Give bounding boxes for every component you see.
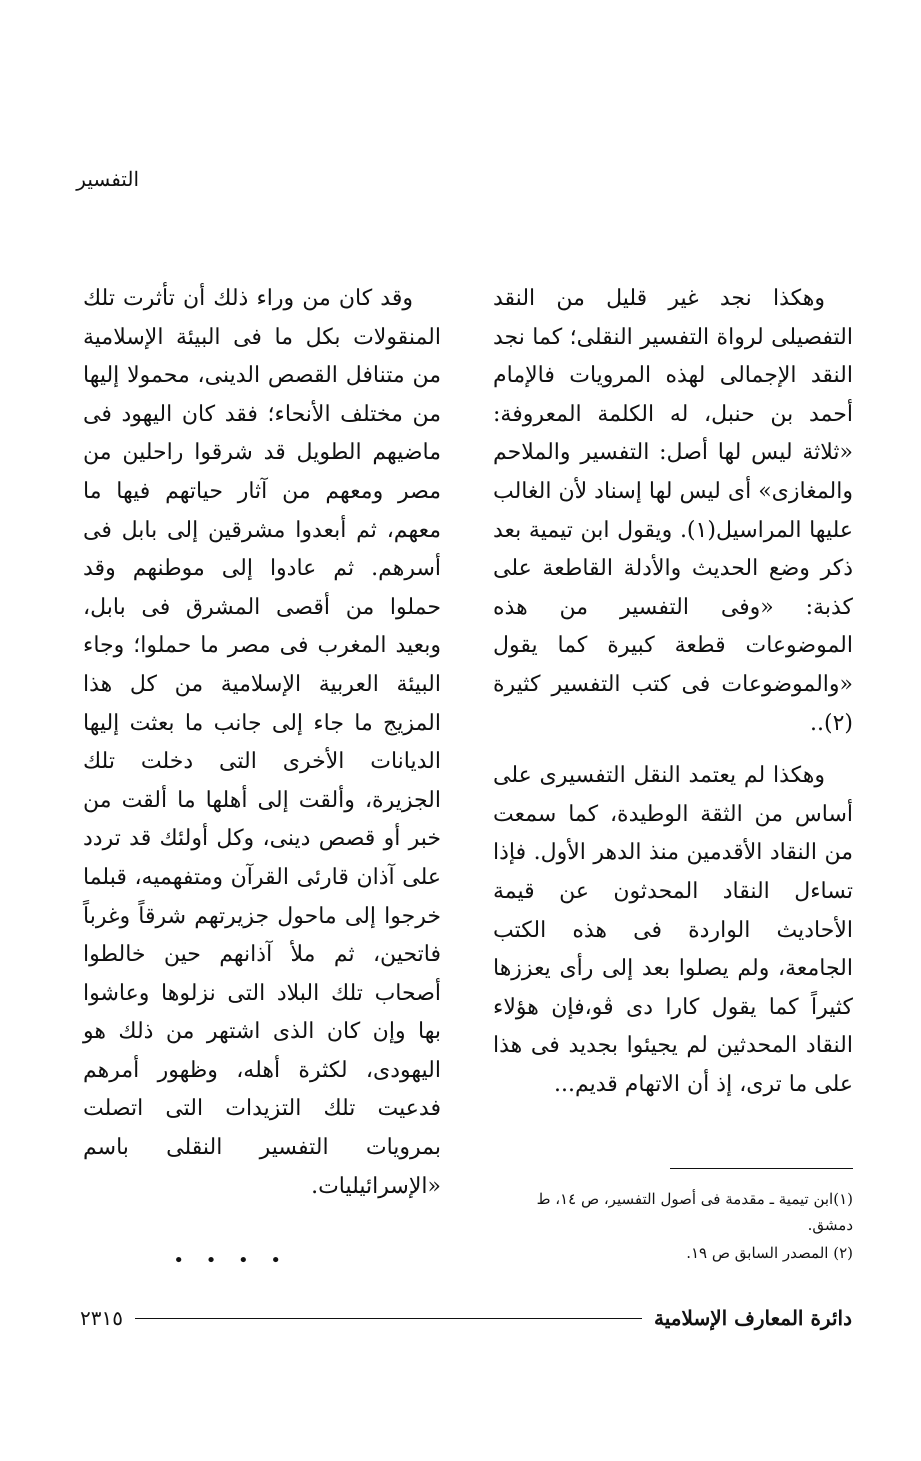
paragraph: وهكذا نجد غير قليل من النقد التفصيلى لرواة التفسير النقلى؛ كما نجد النقد الإجمالى لهذه المرويات فالإمام أحمد بن حنبل، له الكلمة المعروفة: «ثلاثة ليس لها أصل: التفسير والملاحم والمغازى» أى ليس لها إسناد لأن الغالب عليها المراسيل(١). ويقول ابن تيمية بعد ذكر وضع الحديث والأدلة القاطعة على كذبة: «وفى التفسير من هذه الموضوعات قطعة كبيرة كما يقول «والموضوعات فى كتب التفسير كثيرة (٢).. (493, 286, 853, 736)
paragraph: وهكذا لم يعتمد النقل التفسيرى على أساس من الثقة الوطيدة، كما سمعت من النقاد الأقدمين منذ الدهر الأول. فإذا تساءل النقاد المحدثون عن قيمة الأحاديث الواردة فى هذه الكتب الجامعة، ولم يصلوا بعد إلى رأى يعززها كثيراً كما يقول كارا دى ڤو،فإن هؤلاء النقاد المحدثين لم يجيئوا بجديد فى هذا على ما ترى، إذ أن الاتهام قديم... (493, 763, 853, 1097)
footnote-rule (670, 1168, 853, 1169)
running-title: التفسير (76, 167, 139, 191)
page-footer (80, 1303, 852, 1333)
paragraph: وقد كان من وراء ذلك أن تأثرت تلك المنقولات بكل ما فى البيئة الإسلامية من متنافل القصص الدينى، محمولا إليها من مختلف الأنحاء؛ فقد كان اليهود فى ماضيهم الطويل قد شرقوا راحلين من مصر ومعهم من آثار حياتهم فيها ما معهم، ثم أبعدوا مشرقين إلى بابل فى أسرهم. ثم عادوا إلى موطنهم وقد حملوا من أقصى المشرق فى بابل، وبعيد المغرب فى مصر ما حملوا؛ وجاء البيئة العربية الإسلامية من كل هذا المزيج ما جاء إلى جانب ما بعثت إليها الديانات الأخرى التى دخلت تلك الجزيرة، وألقت إلى أهلها ما ألقت من خبر أو قصص دينى، وكل أولئك قد تردد على آذان قارئى القرآن ومتفهميه، قبلما خرجوا إلى ماحول جزيرتهم شرقاً وغرباً فاتحين، ثم ملأ آذانهم حين خالطوا أصحاب تلك البلاد التى نزلوها وعاشوا بها وإن كان الذى اشتهر من ذلك هو اليهودى، لكثرة أهله، وظهور أمرهم فدعيت تلك التزيدات التى اتصلت بمرويات التفسير النقلى باسم «الإسرائيليات. (83, 286, 441, 1199)
right-column (493, 280, 853, 1104)
section-separator: • • • • (173, 1250, 289, 1271)
left-column (83, 280, 441, 1206)
footnote: (٢) المصدر السابق ص ١٩. (686, 1244, 853, 1262)
footnote: (١)ابن تيمية ـ مقدمة فى أصول التفسير، ص ١٤، ط دمشق. (536, 1190, 853, 1234)
page-number: ٢٣١٥ (80, 1306, 123, 1330)
publication-name: دائرة المعارف الإسلامية (654, 1306, 852, 1330)
footnotes (493, 1186, 853, 1268)
footer-rule (135, 1318, 642, 1319)
